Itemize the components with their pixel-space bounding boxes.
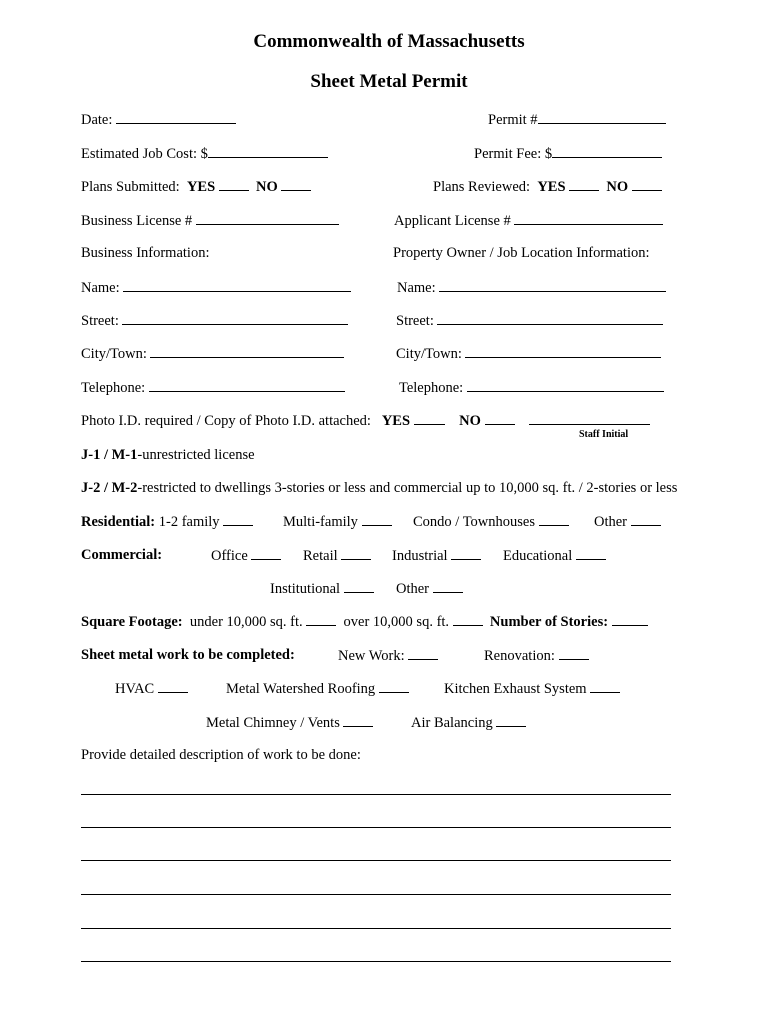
owner-street-field[interactable]: [437, 311, 663, 325]
residential-condo-field[interactable]: [539, 512, 569, 526]
commercial-office-field[interactable]: [251, 546, 281, 560]
business-street-field[interactable]: [122, 311, 348, 325]
city-label: City/Town:: [81, 346, 147, 362]
fee-label: Permit Fee: $: [474, 146, 553, 162]
residential-other-field[interactable]: [631, 512, 661, 526]
photo-id-yes-field[interactable]: [414, 411, 445, 425]
roofing-field[interactable]: [379, 679, 409, 693]
roofing-row: [226, 679, 409, 698]
commercial-retail-row: [303, 546, 371, 565]
residential-1-2-family-field[interactable]: [223, 512, 253, 526]
hvac-field[interactable]: [158, 679, 188, 693]
city-label: City/Town:: [396, 346, 462, 362]
description-label: Provide detailed description of work to be done:: [81, 747, 361, 763]
commercial-industrial-field[interactable]: [451, 546, 481, 560]
residential-label: Residential:: [81, 514, 156, 530]
residential-other-row: [594, 512, 661, 531]
plans-submitted-row: [81, 177, 311, 196]
j2-row: [81, 479, 677, 497]
plans-submitted-no-field[interactable]: [281, 177, 311, 191]
description-line-1[interactable]: [81, 794, 671, 795]
description-line-5[interactable]: [81, 928, 671, 929]
permit-number-field[interactable]: [538, 110, 666, 124]
date-label: Date:: [81, 112, 113, 128]
date-field[interactable]: [116, 110, 236, 124]
commercial-other-row: [396, 579, 463, 598]
chimney-field[interactable]: [343, 713, 373, 727]
air-balancing-field[interactable]: [496, 713, 526, 727]
owner-info-heading: Property Owner / Job Location Information:: [393, 245, 650, 261]
applicant-license-field[interactable]: [514, 211, 663, 225]
new-work-label: New Work:: [338, 648, 405, 664]
business-info-heading: Business Information:: [81, 245, 210, 261]
renovation-row: [484, 646, 589, 665]
commercial-option: Other: [396, 581, 430, 597]
commercial-option: Retail: [303, 548, 338, 564]
photo-id-row: [81, 411, 650, 430]
residential-multi-family-field[interactable]: [362, 512, 392, 526]
cost-field[interactable]: [208, 144, 328, 158]
work-label-text: Sheet metal work to be completed:: [81, 647, 295, 663]
fee-row: [474, 144, 662, 163]
j1-row: [81, 446, 255, 464]
footage-label: Square Footage:: [81, 614, 183, 630]
residential-option: Multi-family: [283, 514, 358, 530]
no-label: NO: [606, 179, 629, 195]
business-street-row: [81, 311, 348, 330]
commercial-option: Industrial: [392, 548, 448, 564]
name-label: Name:: [81, 280, 120, 296]
staff-initial-field[interactable]: [529, 411, 650, 425]
new-work-row: [338, 646, 438, 665]
j2-code: J-2 / M-2: [81, 480, 138, 496]
hvac-row: [115, 679, 188, 698]
work-label: [81, 646, 295, 664]
air-balancing-row: [411, 713, 526, 732]
owner-name-row: [397, 278, 666, 297]
work-option: HVAC: [115, 681, 155, 697]
street-label: Street:: [81, 313, 119, 329]
plans-reviewed-yes-field[interactable]: [569, 177, 599, 191]
business-phone-row: [81, 378, 345, 397]
renovation-field[interactable]: [559, 646, 589, 660]
commercial-option: Office: [211, 548, 248, 564]
footage-over-label: over 10,000 sq. ft.: [343, 614, 450, 630]
permit-label: Permit #: [488, 112, 538, 128]
plans-reviewed-no-field[interactable]: [632, 177, 662, 191]
commercial-label: Commercial:: [81, 547, 163, 563]
plans-submitted-label: Plans Submitted:: [81, 179, 180, 195]
work-option: Air Balancing: [411, 715, 493, 731]
footage-under-field[interactable]: [306, 612, 336, 626]
photo-id-label: Photo I.D. required / Copy of Photo I.D. attached:: [81, 413, 371, 429]
staff-initial-label: Staff Initial: [579, 429, 629, 440]
permit-row: [488, 110, 666, 129]
plans-reviewed-row: [433, 177, 662, 196]
telephone-label: Telephone:: [81, 380, 146, 396]
cost-label: Estimated Job Cost: $: [81, 146, 208, 162]
residential-option: Condo / Townhouses: [413, 514, 535, 530]
business-license-row: [81, 211, 339, 230]
applicant-license-row: [394, 211, 663, 230]
owner-street-row: [396, 311, 663, 330]
plans-reviewed-label: Plans Reviewed:: [433, 179, 531, 195]
work-option: Metal Chimney / Vents: [206, 715, 340, 731]
footage-under-label: under 10,000 sq. ft.: [189, 614, 303, 630]
applicant-license-label: Applicant License #: [394, 213, 511, 229]
page-title: Sheet Metal Permit: [310, 71, 468, 92]
kitchen-exhaust-row: [444, 679, 620, 698]
work-option: Kitchen Exhaust System: [444, 681, 587, 697]
j2-text: -restricted to dwellings 3-stories or less and commercial up to 10,000 sq. ft. / 2-stories or less: [137, 480, 678, 496]
commercial-retail-field[interactable]: [341, 546, 371, 560]
kitchen-exhaust-field[interactable]: [590, 679, 620, 693]
renovation-label: Renovation:: [484, 648, 555, 664]
residential-label-row: [81, 512, 253, 531]
commercial-educational-row: [503, 546, 606, 565]
date-row: [81, 110, 236, 129]
no-label: NO: [459, 413, 481, 429]
business-name-row: [81, 278, 351, 297]
no-label: NO: [256, 179, 278, 195]
footage-over-field[interactable]: [453, 612, 483, 626]
business-phone-field[interactable]: [149, 378, 345, 392]
owner-name-field[interactable]: [439, 278, 666, 292]
business-city-field[interactable]: [150, 344, 344, 358]
owner-phone-field[interactable]: [467, 378, 664, 392]
description-line-2[interactable]: [81, 827, 671, 828]
business-name-field[interactable]: [123, 278, 351, 292]
name-label: Name:: [397, 280, 436, 296]
business-license-field[interactable]: [196, 211, 339, 225]
business-license-label: Business License #: [81, 213, 193, 229]
commercial-industrial-row: [392, 546, 481, 565]
yes-label: YES: [381, 413, 411, 429]
stories-label: Number of Stories:: [489, 614, 609, 630]
residential-multi-row: [283, 512, 392, 531]
business-city-row: [81, 344, 344, 363]
yes-label: YES: [537, 179, 566, 195]
commercial-option: Institutional: [270, 581, 341, 597]
chimney-row: [206, 713, 373, 732]
commercial-office-row: [211, 546, 281, 565]
cost-row: [81, 144, 328, 163]
footage-row: [81, 612, 648, 631]
commercial-educational-field[interactable]: [576, 546, 606, 560]
description-line-3[interactable]: [81, 860, 671, 861]
photo-id-no-field[interactable]: [485, 411, 515, 425]
description-line-4[interactable]: [81, 894, 671, 895]
plans-submitted-yes-field[interactable]: [219, 177, 249, 191]
yes-label: YES: [186, 179, 216, 195]
stories-field[interactable]: [612, 612, 648, 626]
commercial-institutional-row: [270, 579, 374, 598]
work-option: Metal Watershed Roofing: [226, 681, 376, 697]
commercial-institutional-field[interactable]: [344, 579, 374, 593]
commercial-other-field[interactable]: [433, 579, 463, 593]
owner-city-field[interactable]: [465, 344, 661, 358]
owner-phone-row: [399, 378, 664, 397]
telephone-label: Telephone:: [399, 380, 464, 396]
residential-option: Other: [594, 514, 628, 530]
j1-text: -unrestricted license: [137, 447, 255, 463]
state-title: Commonwealth of Massachusetts: [253, 31, 525, 52]
commercial-option: Educational: [503, 548, 573, 564]
new-work-field[interactable]: [408, 646, 438, 660]
j1-code: J-1 / M-1: [81, 447, 138, 463]
fee-field[interactable]: [552, 144, 662, 158]
description-line-6[interactable]: [81, 961, 671, 962]
residential-condo-row: [413, 512, 569, 531]
residential-option: 1-2 family: [158, 514, 220, 530]
owner-city-row: [396, 344, 661, 363]
street-label: Street:: [396, 313, 434, 329]
